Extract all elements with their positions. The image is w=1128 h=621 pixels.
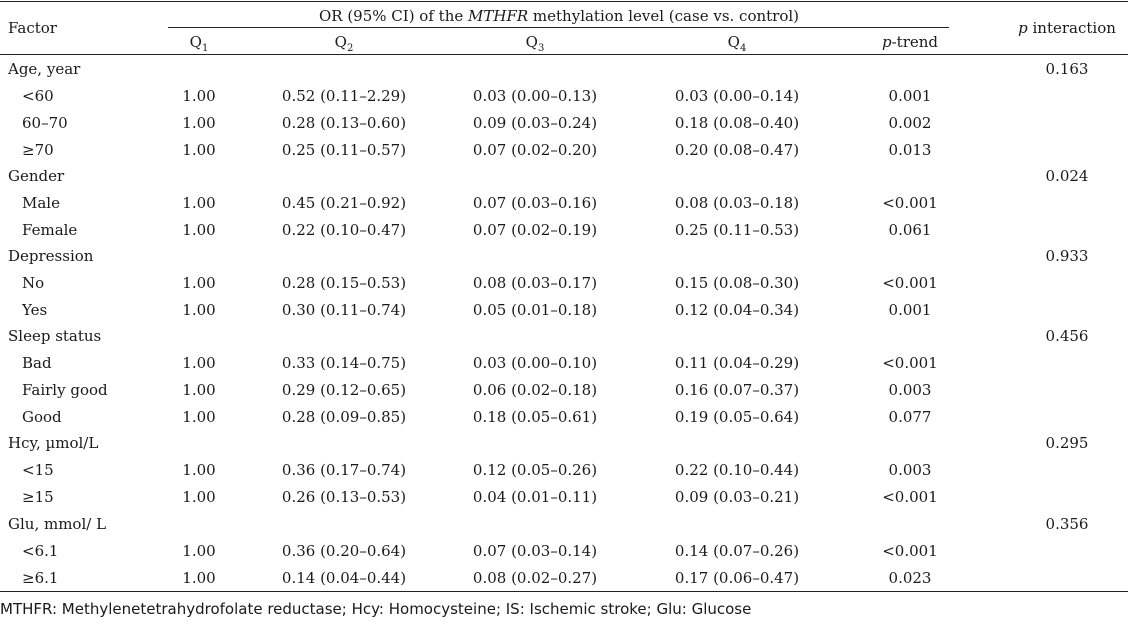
cell-p-trend: <0.001 bbox=[882, 542, 938, 560]
header-factor: Factor bbox=[8, 19, 57, 37]
cell-q1: 1.00 bbox=[182, 488, 216, 506]
cell-q4: 0.20 (0.08–0.47) bbox=[674, 141, 800, 159]
cell-q2: 0.28 (0.09–0.85) bbox=[281, 408, 407, 426]
cell-q1: 1.00 bbox=[182, 141, 216, 159]
q4-subscript: 4 bbox=[739, 43, 747, 54]
cell-q3: 0.07 (0.03–0.16) bbox=[472, 194, 598, 212]
header-q3 bbox=[525, 33, 545, 54]
cell-q4: 0.22 (0.10–0.44) bbox=[674, 461, 800, 479]
cell-q1: 1.00 bbox=[182, 221, 216, 239]
group-label: Age, year bbox=[8, 60, 81, 78]
cell-p-trend: <0.001 bbox=[882, 488, 938, 506]
cell-q4: 0.08 (0.03–0.18) bbox=[674, 194, 800, 212]
cell-q3: 0.12 (0.05–0.26) bbox=[472, 461, 598, 479]
cell-p-interaction: 0.933 bbox=[1045, 247, 1089, 265]
cell-p-interaction: 0.356 bbox=[1045, 515, 1089, 533]
cell-q1: 1.00 bbox=[182, 381, 216, 399]
cell-q4: 0.03 (0.00–0.14) bbox=[674, 87, 800, 105]
subgroup-label: No bbox=[22, 274, 45, 292]
cell-p-interaction: 0.456 bbox=[1045, 327, 1089, 345]
cell-q3: 0.05 (0.01–0.18) bbox=[472, 301, 598, 319]
cell-q2: 0.36 (0.17–0.74) bbox=[281, 461, 407, 479]
cell-q2: 0.26 (0.13–0.53) bbox=[281, 488, 407, 506]
group-label: Depression bbox=[8, 247, 94, 265]
subgroup-label: ≥6.1 bbox=[22, 569, 59, 587]
cell-p-trend: 0.061 bbox=[888, 221, 932, 239]
cell-q3: 0.07 (0.02–0.19) bbox=[472, 221, 598, 239]
cell-q1: 1.00 bbox=[182, 408, 216, 426]
q3-letter: Q bbox=[525, 33, 538, 51]
p-interaction-label: interaction bbox=[1027, 19, 1116, 37]
subgroup-label: Good bbox=[22, 408, 62, 426]
cell-p-interaction: 0.024 bbox=[1045, 167, 1089, 185]
subgroup-label: Bad bbox=[22, 354, 52, 372]
cell-q3: 0.07 (0.03–0.14) bbox=[472, 542, 598, 560]
table-top-rule bbox=[0, 1, 1128, 2]
cell-q3: 0.09 (0.03–0.24) bbox=[472, 114, 598, 132]
cell-q3: 0.18 (0.05–0.61) bbox=[472, 408, 598, 426]
cell-q3: 0.03 (0.00–0.13) bbox=[472, 87, 598, 105]
group-label: Glu, mmol/ L bbox=[8, 515, 107, 533]
cell-p-trend: <0.001 bbox=[882, 354, 938, 372]
cell-q4: 0.18 (0.08–0.40) bbox=[674, 114, 800, 132]
cell-q1: 1.00 bbox=[182, 301, 216, 319]
header-bottom-rule bbox=[0, 54, 1128, 55]
cell-q1: 1.00 bbox=[182, 274, 216, 292]
cell-p-trend: 0.001 bbox=[888, 87, 932, 105]
cell-q2: 0.14 (0.04–0.44) bbox=[281, 569, 407, 587]
header-p-trend bbox=[882, 33, 938, 51]
subgroup-label: Female bbox=[22, 221, 78, 239]
subgroup-label: <15 bbox=[22, 461, 54, 479]
subgroup-label: <60 bbox=[22, 87, 54, 105]
cell-p-trend: 0.077 bbox=[888, 408, 932, 426]
cell-q4: 0.14 (0.07–0.26) bbox=[674, 542, 800, 560]
subgroup-label: <6.1 bbox=[22, 542, 59, 560]
group-header-title bbox=[319, 7, 799, 25]
subgroup-label: ≥70 bbox=[22, 141, 54, 159]
q1-letter: Q bbox=[189, 33, 202, 51]
cell-q1: 1.00 bbox=[182, 569, 216, 587]
header-q2 bbox=[334, 33, 354, 54]
cell-q4: 0.09 (0.03–0.21) bbox=[674, 488, 800, 506]
header-q4 bbox=[727, 33, 747, 54]
cell-q1: 1.00 bbox=[182, 354, 216, 372]
cell-q4: 0.16 (0.07–0.37) bbox=[674, 381, 800, 399]
cell-q4: 0.12 (0.04–0.34) bbox=[674, 301, 800, 319]
p-trend-label: -trend bbox=[891, 33, 939, 51]
q4-letter: Q bbox=[727, 33, 740, 51]
cell-p-interaction: 0.295 bbox=[1045, 434, 1089, 452]
cell-q2: 0.25 (0.11–0.57) bbox=[281, 141, 407, 159]
q2-letter: Q bbox=[334, 33, 347, 51]
cell-q2: 0.29 (0.12–0.65) bbox=[281, 381, 407, 399]
q1-subscript: 1 bbox=[201, 43, 209, 54]
table-bottom-rule bbox=[0, 591, 1128, 592]
subgroup-label: Yes bbox=[22, 301, 48, 319]
group-header-underline bbox=[168, 27, 949, 28]
cell-q2: 0.45 (0.21–0.92) bbox=[281, 194, 407, 212]
group-label: Gender bbox=[8, 167, 65, 185]
cell-q2: 0.30 (0.11–0.74) bbox=[281, 301, 407, 319]
cell-p-trend: 0.003 bbox=[888, 461, 932, 479]
subgroup-label: Male bbox=[22, 194, 60, 212]
cell-q1: 1.00 bbox=[182, 194, 216, 212]
cell-q2: 0.22 (0.10–0.47) bbox=[281, 221, 407, 239]
cell-p-trend: 0.002 bbox=[888, 114, 932, 132]
cell-q3: 0.04 (0.01–0.11) bbox=[472, 488, 598, 506]
cell-p-trend: 0.023 bbox=[888, 569, 932, 587]
subgroup-label: 60–70 bbox=[22, 114, 68, 132]
cell-q3: 0.08 (0.03–0.17) bbox=[472, 274, 598, 292]
subgroup-label: ≥15 bbox=[22, 488, 54, 506]
cell-q3: 0.07 (0.02–0.20) bbox=[472, 141, 598, 159]
cell-p-trend: <0.001 bbox=[882, 194, 938, 212]
cell-q1: 1.00 bbox=[182, 461, 216, 479]
q3-subscript: 3 bbox=[537, 43, 545, 54]
cell-p-trend: <0.001 bbox=[882, 274, 938, 292]
cell-q4: 0.15 (0.08–0.30) bbox=[674, 274, 800, 292]
cell-q4: 0.25 (0.11–0.53) bbox=[674, 221, 800, 239]
cell-p-interaction: 0.163 bbox=[1045, 60, 1089, 78]
p-trend-italic-p: p bbox=[881, 33, 892, 51]
header-q1 bbox=[189, 33, 209, 54]
cell-q3: 0.06 (0.02–0.18) bbox=[472, 381, 598, 399]
group-label: Hcy, µmol/L bbox=[8, 434, 99, 452]
group-title-prefix: OR (95% CI) of the bbox=[318, 7, 468, 25]
cell-q2: 0.28 (0.13–0.60) bbox=[281, 114, 407, 132]
cell-q4: 0.17 (0.06–0.47) bbox=[674, 569, 800, 587]
header-p-interaction bbox=[1018, 19, 1116, 37]
cell-q4: 0.11 (0.04–0.29) bbox=[674, 354, 800, 372]
subgroup-label: Fairly good bbox=[22, 381, 108, 399]
cell-q4: 0.19 (0.05–0.64) bbox=[674, 408, 800, 426]
cell-q2: 0.33 (0.14–0.75) bbox=[281, 354, 407, 372]
group-label: Sleep status bbox=[8, 327, 102, 345]
q2-subscript: 2 bbox=[346, 43, 354, 54]
cell-q2: 0.52 (0.11–2.29) bbox=[281, 87, 407, 105]
cell-q3: 0.03 (0.00–0.10) bbox=[472, 354, 598, 372]
p-interaction-italic-p: p bbox=[1018, 19, 1028, 37]
cell-p-trend: 0.003 bbox=[888, 381, 932, 399]
cell-q3: 0.08 (0.02–0.27) bbox=[472, 569, 598, 587]
cell-q1: 1.00 bbox=[182, 87, 216, 105]
cell-q1: 1.00 bbox=[182, 542, 216, 560]
cell-p-trend: 0.013 bbox=[888, 141, 932, 159]
cell-q2: 0.28 (0.15–0.53) bbox=[281, 274, 407, 292]
table-footnote: MTHFR: Methylenetetrahydrofolate reductase; Hcy: Homocysteine; IS: Ischemic stroke; Glu: Glucose bbox=[0, 600, 752, 618]
group-title-suffix: methylation level (case vs. control) bbox=[528, 7, 800, 25]
group-title-gene: MTHFR bbox=[468, 7, 529, 25]
cell-q2: 0.36 (0.20–0.64) bbox=[281, 542, 407, 560]
cell-q1: 1.00 bbox=[182, 114, 216, 132]
cell-p-trend: 0.001 bbox=[888, 301, 932, 319]
